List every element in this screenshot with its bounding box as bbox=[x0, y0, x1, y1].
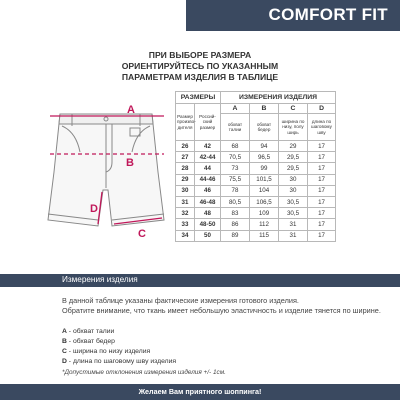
footer-text: Желаем Вам приятного шоппинга! bbox=[138, 387, 262, 396]
heading-line-1: ПРИ ВЫБОРЕ РАЗМЕРА bbox=[148, 50, 252, 60]
table-row bbox=[176, 174, 336, 185]
label-a: A bbox=[127, 104, 135, 116]
legend-key: C bbox=[62, 348, 67, 355]
cell: 29 bbox=[176, 174, 195, 185]
sizes-header: РАЗМЕРЫ bbox=[176, 92, 221, 104]
cell: 48-50 bbox=[195, 219, 221, 230]
table-row bbox=[176, 196, 336, 207]
cell: 17 bbox=[308, 152, 336, 163]
cell: 44 bbox=[195, 163, 221, 174]
cell: 26 bbox=[176, 141, 195, 152]
label-b: B bbox=[126, 157, 134, 169]
cell: 30 bbox=[176, 185, 195, 196]
col-letter-d: D bbox=[308, 104, 336, 114]
cell: 30 bbox=[279, 185, 308, 196]
cell: 17 bbox=[308, 185, 336, 196]
col-hem-width: ширина по низу, полу ширь bbox=[279, 114, 308, 141]
cell: 46-48 bbox=[195, 196, 221, 207]
table-row bbox=[176, 185, 336, 196]
cell: 44-46 bbox=[195, 174, 221, 185]
legend-key: B bbox=[62, 338, 67, 345]
cell: 30,5 bbox=[279, 196, 308, 207]
legend-text: ширина по низу изделия bbox=[72, 348, 151, 355]
cell: 75,5 bbox=[221, 174, 250, 185]
table-row bbox=[176, 163, 336, 174]
table-row bbox=[176, 208, 336, 219]
legend-item-c: C - ширина по низу изделия bbox=[62, 348, 151, 355]
section-title: Измерения изделия bbox=[62, 275, 138, 284]
cell: 17 bbox=[308, 208, 336, 219]
cell: 78 bbox=[221, 185, 250, 196]
cell: 42-44 bbox=[195, 152, 221, 163]
cell: 28 bbox=[176, 163, 195, 174]
brand-title: COMFORT FIT bbox=[268, 5, 388, 24]
shorts-illustration bbox=[48, 114, 164, 226]
col-letter-c: C bbox=[279, 104, 308, 114]
cell: 94 bbox=[250, 141, 279, 152]
cell: 17 bbox=[308, 196, 336, 207]
shorts-diagram bbox=[40, 92, 175, 254]
cell: 86 bbox=[221, 219, 250, 230]
cell: 29,5 bbox=[279, 152, 308, 163]
cell: 115 bbox=[250, 230, 279, 241]
cell: 17 bbox=[308, 163, 336, 174]
cell: 70,5 bbox=[221, 152, 250, 163]
cell: 68 bbox=[221, 141, 250, 152]
cell: 80,5 bbox=[221, 196, 250, 207]
cell: 17 bbox=[308, 141, 336, 152]
legend-text: обхват талии bbox=[72, 328, 115, 335]
cell: 99 bbox=[250, 163, 279, 174]
cell: 46 bbox=[195, 185, 221, 196]
legend-item-a: A - обхват талии bbox=[62, 328, 115, 335]
cell: 31 bbox=[279, 230, 308, 241]
table-row bbox=[176, 152, 336, 163]
cell: 50 bbox=[195, 230, 221, 241]
col-letter-b: B bbox=[250, 104, 279, 114]
col-russian-size: Россий-ский размер bbox=[195, 104, 221, 141]
legend-item-b: B - обхват бедер bbox=[62, 338, 115, 345]
legend-item-d: D - длина по шаговому шву изделия bbox=[62, 358, 177, 365]
cell: 17 bbox=[308, 174, 336, 185]
cell: 30 bbox=[279, 174, 308, 185]
cell: 101,5 bbox=[250, 174, 279, 185]
cell: 17 bbox=[308, 230, 336, 241]
measures-header: ИЗМЕРЕНИЯ ИЗДЕЛИЯ bbox=[221, 92, 336, 104]
cell: 109 bbox=[250, 208, 279, 219]
legend-text: длина по шаговому шву изделия bbox=[72, 358, 177, 365]
top-banner bbox=[186, 0, 400, 31]
cell: 104 bbox=[250, 185, 279, 196]
col-waist: обхват талии bbox=[221, 114, 250, 141]
section-bar bbox=[0, 274, 400, 287]
cell: 17 bbox=[308, 219, 336, 230]
paragraph-2: Обратите внимание, что ткань имеет небольшую эластичность и изделие тянется по ширине. bbox=[62, 306, 381, 315]
table-row bbox=[176, 141, 336, 152]
cell: 32 bbox=[176, 208, 195, 219]
cell: 89 bbox=[221, 230, 250, 241]
col-inseam: длина по шаговому шву bbox=[308, 114, 336, 141]
cell: 112 bbox=[250, 219, 279, 230]
heading-line-3: ПАРАМЕТРАМ ИЗДЕЛИЯ В ТАБЛИЦЕ bbox=[121, 72, 279, 82]
paragraph-1: В данной таблице указаны фактические измерения готового изделия. bbox=[62, 296, 299, 305]
cell: 27 bbox=[176, 152, 195, 163]
cell: 30,5 bbox=[279, 208, 308, 219]
cell: 31 bbox=[176, 196, 195, 207]
legend-key: D bbox=[62, 358, 67, 365]
cell: 96,5 bbox=[250, 152, 279, 163]
cell: 48 bbox=[195, 208, 221, 219]
table-row bbox=[176, 230, 336, 241]
cell: 83 bbox=[221, 208, 250, 219]
size-guide-heading bbox=[100, 50, 300, 83]
label-d: D bbox=[90, 203, 98, 215]
legend-key: A bbox=[62, 328, 67, 335]
cell: 29 bbox=[279, 141, 308, 152]
col-hips: обхват бедер bbox=[250, 114, 279, 141]
table-row bbox=[176, 219, 336, 230]
cell: 106,5 bbox=[250, 196, 279, 207]
tolerance-note: *Допустимые отклонения измерения изделия +/- 1см. bbox=[62, 369, 226, 376]
cell: 34 bbox=[176, 230, 195, 241]
cell: 33 bbox=[176, 219, 195, 230]
size-table bbox=[175, 91, 335, 242]
col-letter-a: A bbox=[221, 104, 250, 114]
footer-bar bbox=[0, 384, 400, 400]
col-manufacturer-size: Размер произво-дителя bbox=[176, 104, 195, 141]
cell: 31 bbox=[279, 219, 308, 230]
cell: 29,5 bbox=[279, 163, 308, 174]
label-c: C bbox=[138, 228, 146, 240]
cell: 73 bbox=[221, 163, 250, 174]
cell: 42 bbox=[195, 141, 221, 152]
heading-line-2: ОРИЕНТИРУЙТЕСЬ ПО УКАЗАННЫМ bbox=[121, 61, 279, 71]
legend-text: обхват бедер bbox=[72, 338, 115, 345]
